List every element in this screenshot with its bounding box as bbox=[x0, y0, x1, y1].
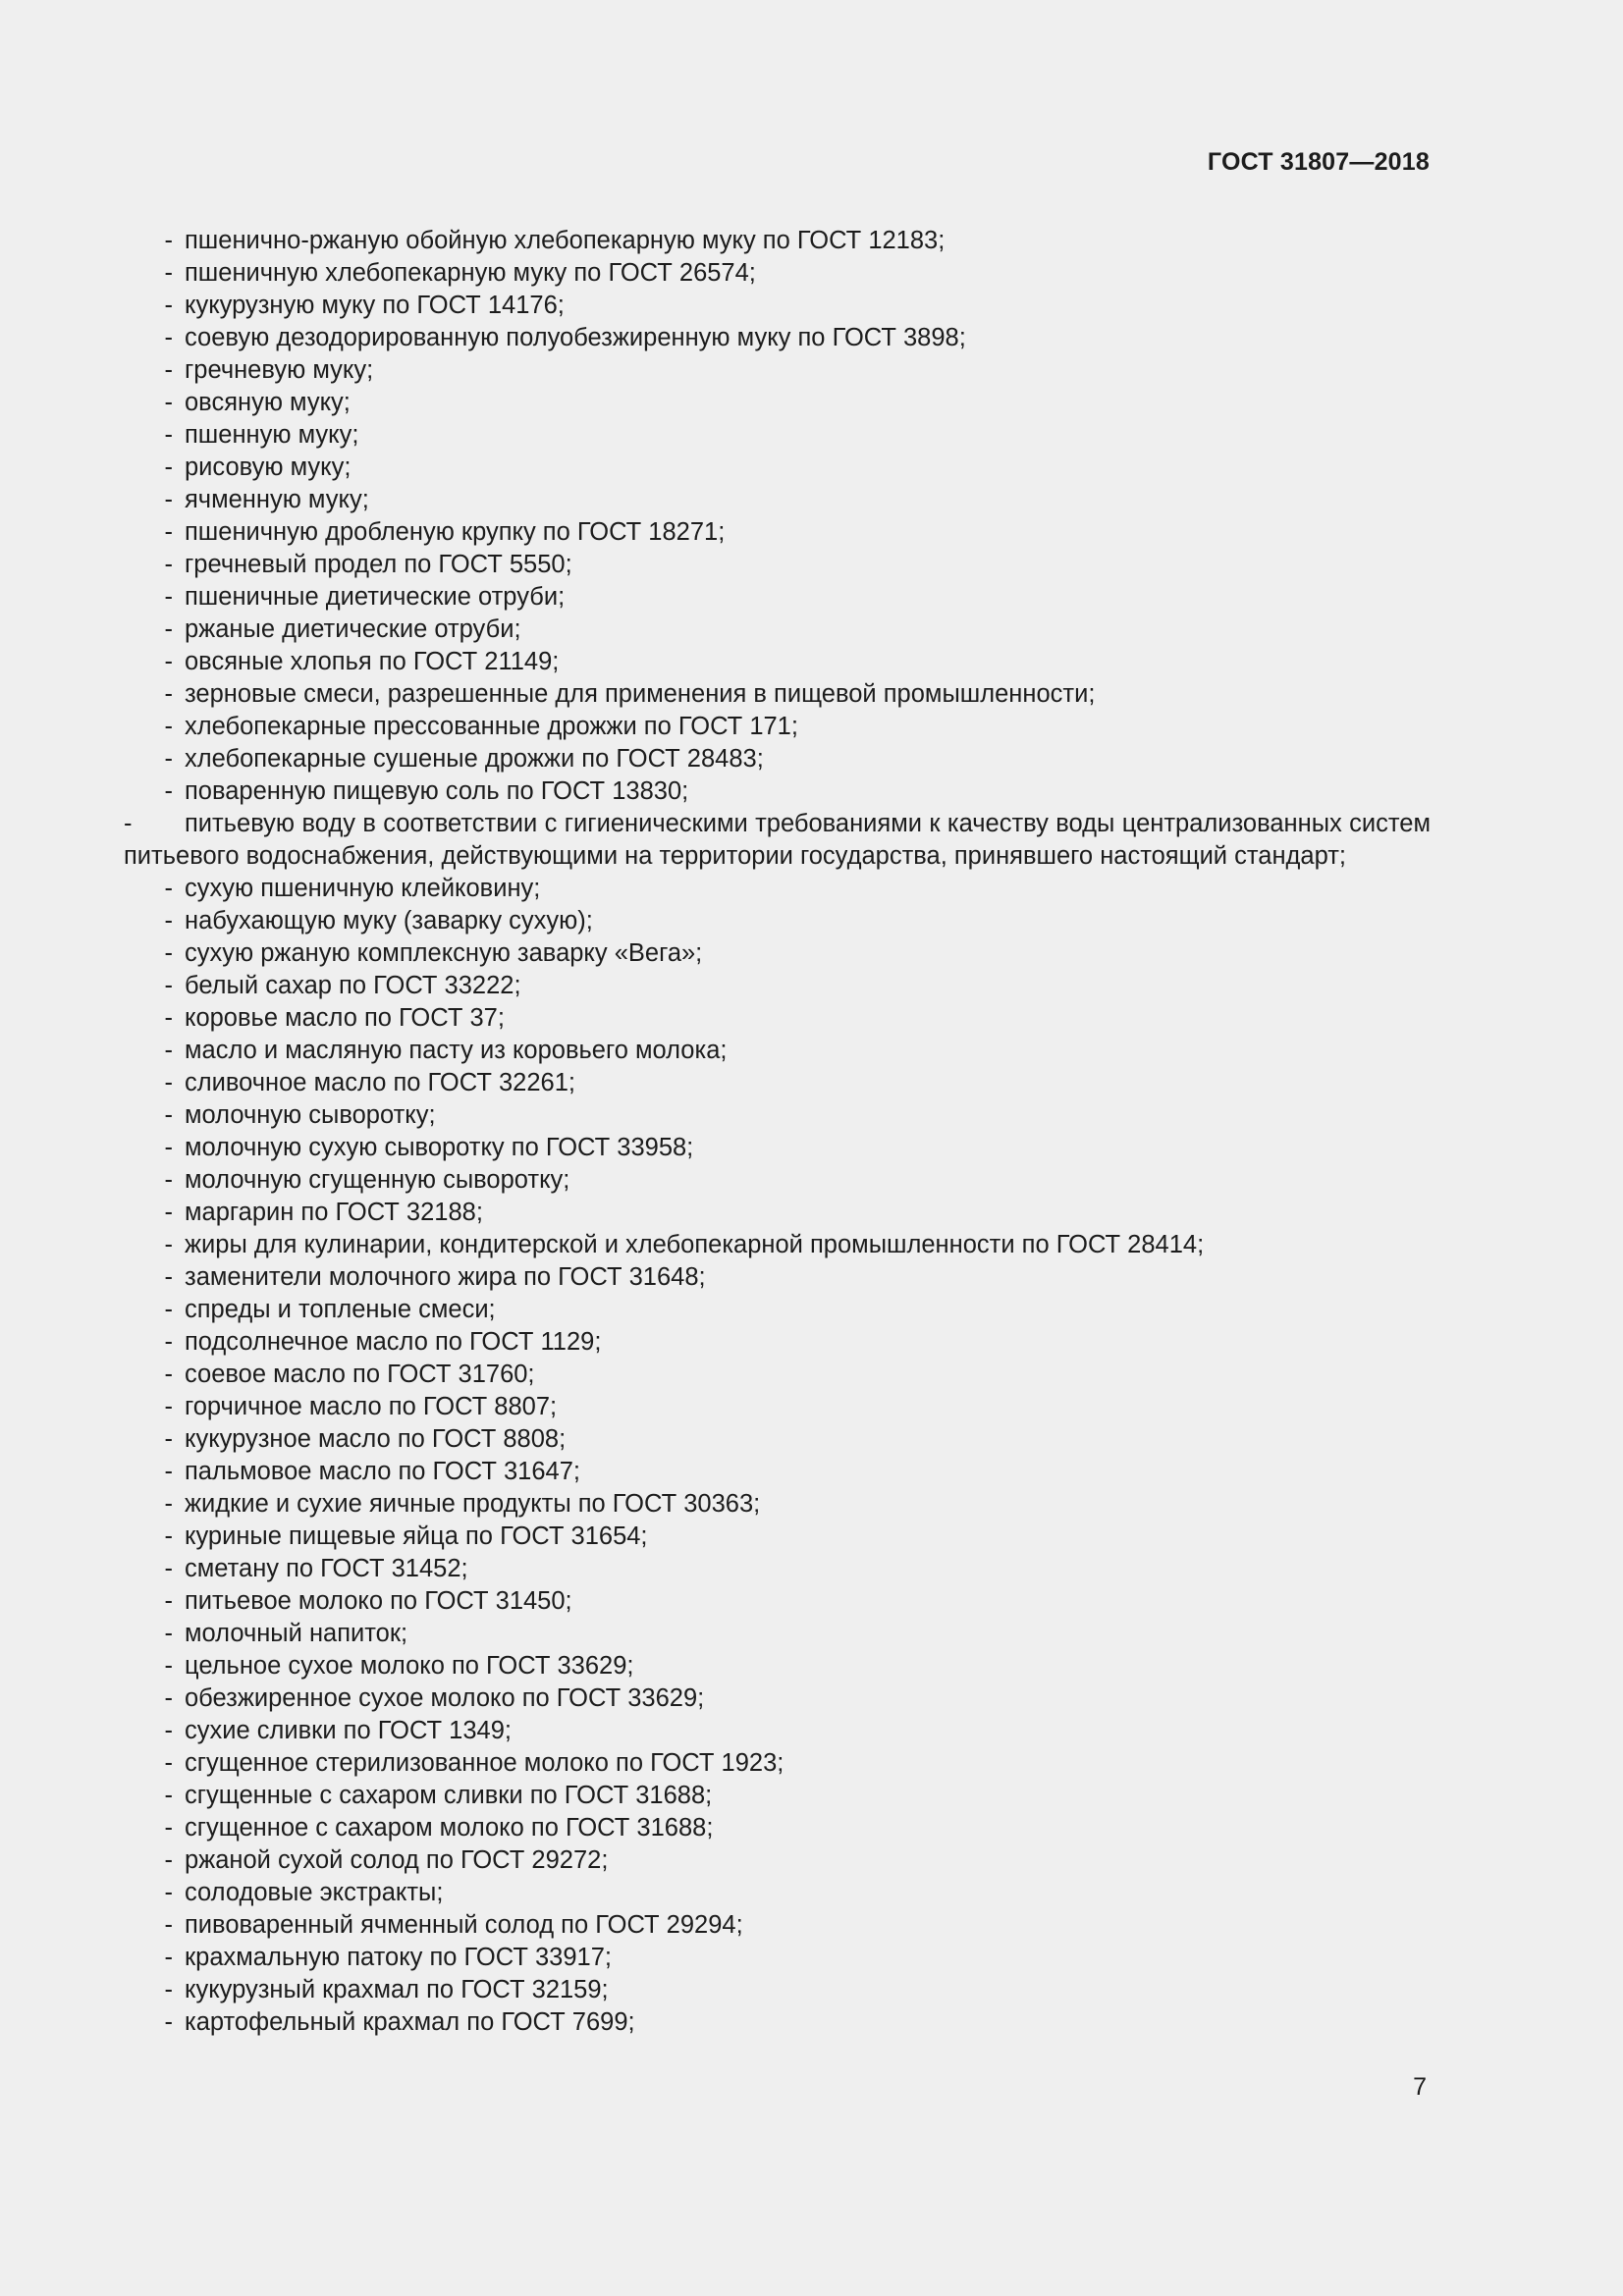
list-item bbox=[124, 257, 1431, 290]
list-item-text: молочную сыворотку; bbox=[185, 1101, 436, 1129]
list-item-text: маргарин по ГОСТ 32188; bbox=[185, 1199, 483, 1226]
list-dash: - bbox=[164, 583, 173, 611]
list-item-text: поваренную пищевую соль по ГОСТ 13830; bbox=[185, 777, 689, 805]
list-item-text: молочный напиток; bbox=[185, 1620, 408, 1647]
list-dash: - bbox=[164, 1101, 173, 1129]
list-dash: - bbox=[164, 1814, 173, 1842]
list-dash: - bbox=[164, 1555, 173, 1582]
list-item-text: сливочное масло по ГОСТ 32261; bbox=[185, 1069, 575, 1096]
list-item-text: соевое масло по ГОСТ 31760; bbox=[185, 1361, 535, 1388]
list-dash: - bbox=[164, 356, 173, 384]
list-item-text: набухающую муку (заварку сухую); bbox=[185, 907, 593, 934]
list-item-text: картофельный крахмал по ГОСТ 7699; bbox=[185, 2008, 635, 2036]
list-item-text: ржаные диетические отруби; bbox=[185, 615, 521, 643]
list-dash: - bbox=[164, 1296, 173, 1323]
list-item bbox=[124, 1294, 1431, 1326]
list-item bbox=[124, 1035, 1431, 1067]
list-item-text: зерновые смеси, разрешенные для применения в пищевой промышленности; bbox=[185, 680, 1096, 708]
list-item bbox=[124, 1359, 1431, 1391]
list-item-text: пшенично-ржаную обойную хлебопекарную муку по ГОСТ 12183; bbox=[185, 227, 946, 254]
list-item-text: соевую дезодорированную полуобезжиренную муку по ГОСТ 3898; bbox=[185, 324, 966, 351]
list-dash: - bbox=[164, 1879, 173, 1906]
list-item-text: спреды и топленые смеси; bbox=[185, 1296, 496, 1323]
list-item-text: коровье масло по ГОСТ 37; bbox=[185, 1004, 505, 1032]
list-item-text: кукурузный крахмал по ГОСТ 32159; bbox=[185, 1976, 609, 2003]
list-item-text: крахмальную патоку по ГОСТ 33917; bbox=[185, 1944, 612, 1971]
list-item bbox=[124, 2006, 1431, 2039]
list-item bbox=[124, 937, 1431, 970]
list-item bbox=[124, 1618, 1431, 1650]
list-item-text: гречневую муку; bbox=[185, 356, 374, 384]
list-item-text: сухую ржаную комплексную заварку «Вега»; bbox=[185, 939, 703, 967]
list-item bbox=[124, 1099, 1431, 1132]
list-item-text: сухие сливки по ГОСТ 1349; bbox=[185, 1717, 512, 1744]
list-item bbox=[124, 1585, 1431, 1618]
list-item-text: горчичное масло по ГОСТ 8807; bbox=[185, 1393, 558, 1420]
ingredients-list-part-2 bbox=[124, 873, 1431, 2039]
list-dash: - bbox=[164, 421, 173, 449]
list-item bbox=[124, 290, 1431, 322]
list-dash: - bbox=[164, 680, 173, 708]
list-item bbox=[124, 322, 1431, 354]
list-item bbox=[124, 1974, 1431, 2006]
list-item-text: хлебопекарные прессованные дрожжи по ГОСТ 171; bbox=[185, 713, 798, 740]
list-item-text: хлебопекарные сушеные дрожжи по ГОСТ 28483; bbox=[185, 745, 764, 773]
list-dash: - bbox=[164, 1976, 173, 2003]
page-number: 7 bbox=[1413, 2073, 1427, 2101]
list-item-text: кукурузное масло по ГОСТ 8808; bbox=[185, 1425, 567, 1453]
list-item-text: куриные пищевые яйца по ГОСТ 31654; bbox=[185, 1522, 648, 1550]
list-dash: - bbox=[164, 1134, 173, 1161]
list-item-text: пшеничные диетические отруби; bbox=[185, 583, 566, 611]
list-item bbox=[124, 775, 1431, 808]
list-dash: - bbox=[164, 1231, 173, 1258]
list-dash: - bbox=[124, 810, 133, 837]
list-item-text: ржаной сухой солод по ГОСТ 29272; bbox=[185, 1846, 609, 1874]
list-item-text: молочную сухую сыворотку по ГОСТ 33958; bbox=[185, 1134, 694, 1161]
list-item bbox=[124, 1521, 1431, 1553]
list-item-text: обезжиренное сухое молоко по ГОСТ 33629; bbox=[185, 1684, 705, 1712]
list-dash: - bbox=[164, 2008, 173, 2036]
list-item bbox=[124, 1780, 1431, 1812]
list-item bbox=[124, 1067, 1431, 1099]
list-item-text: сметану по ГОСТ 31452; bbox=[185, 1555, 468, 1582]
list-item bbox=[124, 516, 1431, 549]
list-dash: - bbox=[164, 875, 173, 902]
list-item bbox=[124, 1423, 1431, 1456]
list-item-text: подсолнечное масло по ГОСТ 1129; bbox=[185, 1328, 602, 1356]
list-item bbox=[124, 1229, 1431, 1261]
list-item-text: пшеничную дробленую крупку по ГОСТ 18271; bbox=[185, 518, 726, 546]
list-dash: - bbox=[164, 1782, 173, 1809]
list-item bbox=[124, 419, 1431, 452]
list-item-text: гречневый продел по ГОСТ 5550; bbox=[185, 551, 572, 578]
list-item-drinking-water bbox=[124, 808, 1431, 873]
list-dash: - bbox=[164, 1199, 173, 1226]
list-dash: - bbox=[164, 1490, 173, 1518]
list-item-text: пальмовое масло по ГОСТ 31647; bbox=[185, 1458, 580, 1485]
list-dash: - bbox=[164, 551, 173, 578]
list-dash: - bbox=[164, 1944, 173, 1971]
list-dash: - bbox=[164, 1911, 173, 1939]
list-dash: - bbox=[164, 1393, 173, 1420]
list-dash: - bbox=[164, 1037, 173, 1064]
list-item-text: пшеничную хлебопекарную муку по ГОСТ 26574; bbox=[185, 259, 756, 287]
list-item bbox=[124, 1682, 1431, 1715]
list-item bbox=[124, 678, 1431, 711]
list-item-text: сгущенные с сахаром сливки по ГОСТ 31688; bbox=[185, 1782, 713, 1809]
list-dash: - bbox=[164, 292, 173, 319]
list-item-text: овсяную муку; bbox=[185, 389, 351, 416]
list-item bbox=[124, 1391, 1431, 1423]
list-item bbox=[124, 1553, 1431, 1585]
list-dash: - bbox=[164, 1620, 173, 1647]
list-item-text: кукурузную муку по ГОСТ 14176; bbox=[185, 292, 565, 319]
list-item bbox=[124, 1456, 1431, 1488]
list-dash: - bbox=[164, 1587, 173, 1615]
list-item bbox=[124, 873, 1431, 905]
list-item-text: сгущенное стерилизованное молоко по ГОСТ 1923; bbox=[185, 1749, 784, 1777]
list-item-text: белый сахар по ГОСТ 33222; bbox=[185, 972, 521, 999]
list-item bbox=[124, 1164, 1431, 1197]
list-item-text: сгущенное с сахаром молоко по ГОСТ 31688; bbox=[185, 1814, 714, 1842]
list-item bbox=[124, 711, 1431, 743]
list-item bbox=[124, 549, 1431, 581]
list-item bbox=[124, 970, 1431, 1002]
list-dash: - bbox=[164, 1425, 173, 1453]
list-dash: - bbox=[164, 1328, 173, 1356]
list-dash: - bbox=[164, 227, 173, 254]
list-dash: - bbox=[164, 648, 173, 675]
list-item bbox=[124, 1132, 1431, 1164]
list-dash: - bbox=[164, 259, 173, 287]
list-item-text: молочную сгущенную сыворотку; bbox=[185, 1166, 570, 1194]
list-item bbox=[124, 1812, 1431, 1844]
list-dash: - bbox=[164, 1717, 173, 1744]
list-item bbox=[124, 1326, 1431, 1359]
list-dash: - bbox=[164, 1361, 173, 1388]
list-item-text: рисовую муку; bbox=[185, 454, 352, 481]
list-dash: - bbox=[164, 907, 173, 934]
list-item bbox=[124, 1261, 1431, 1294]
list-item bbox=[124, 743, 1431, 775]
list-item-text: жидкие и сухие яичные продукты по ГОСТ 30363; bbox=[185, 1490, 761, 1518]
list-dash: - bbox=[164, 1652, 173, 1680]
list-item-text: жиры для кулинарии, кондитерской и хлебопекарной промышленности по ГОСТ 28414; bbox=[185, 1231, 1205, 1258]
list-item bbox=[124, 354, 1431, 387]
list-dash: - bbox=[164, 972, 173, 999]
list-dash: - bbox=[164, 1522, 173, 1550]
list-item-text: солодовые экстракты; bbox=[185, 1879, 444, 1906]
list-item bbox=[124, 1844, 1431, 1877]
list-item-text: пшенную муку; bbox=[185, 421, 359, 449]
list-item bbox=[124, 1002, 1431, 1035]
list-item bbox=[124, 484, 1431, 516]
list-item-text: питьевую воду в соответствии с гигиеническими требованиями к качеству воды централизованных систем питьевого водоснабжения, действующими на территории государства, принявшего настоящий стандарт; bbox=[124, 810, 1431, 870]
list-item bbox=[124, 646, 1431, 678]
list-item-text: ячменную муку; bbox=[185, 486, 369, 513]
list-dash: - bbox=[164, 615, 173, 643]
list-item bbox=[124, 225, 1431, 257]
list-dash: - bbox=[164, 1846, 173, 1874]
list-dash: - bbox=[164, 1069, 173, 1096]
list-item-text: овсяные хлопья по ГОСТ 21149; bbox=[185, 648, 560, 675]
list-dash: - bbox=[164, 389, 173, 416]
list-item bbox=[124, 1715, 1431, 1747]
list-dash: - bbox=[164, 745, 173, 773]
list-dash: - bbox=[164, 1458, 173, 1485]
list-item-text: питьевое молоко по ГОСТ 31450; bbox=[185, 1587, 572, 1615]
list-item bbox=[124, 1877, 1431, 1909]
list-dash: - bbox=[164, 1749, 173, 1777]
list-item bbox=[124, 581, 1431, 614]
list-dash: - bbox=[164, 777, 173, 805]
list-dash: - bbox=[164, 713, 173, 740]
list-item-text: заменители молочного жира по ГОСТ 31648; bbox=[185, 1263, 706, 1291]
list-dash: - bbox=[164, 1263, 173, 1291]
list-item bbox=[124, 1942, 1431, 1974]
list-dash: - bbox=[164, 1004, 173, 1032]
list-dash: - bbox=[164, 518, 173, 546]
ingredients-list bbox=[124, 225, 1431, 2039]
list-item bbox=[124, 614, 1431, 646]
list-item bbox=[124, 1909, 1431, 1942]
list-item bbox=[124, 452, 1431, 484]
list-dash: - bbox=[164, 454, 173, 481]
list-item-text: масло и масляную пасту из коровьего молока; bbox=[185, 1037, 728, 1064]
list-item bbox=[124, 1197, 1431, 1229]
list-item bbox=[124, 905, 1431, 937]
list-item-text: пивоваренный ячменный солод по ГОСТ 29294; bbox=[185, 1911, 743, 1939]
list-item bbox=[124, 1488, 1431, 1521]
document-code-header: ГОСТ 31807—2018 bbox=[1207, 148, 1430, 176]
list-dash: - bbox=[164, 1684, 173, 1712]
list-item bbox=[124, 1650, 1431, 1682]
list-item-text: сухую пшеничную клейковину; bbox=[185, 875, 541, 902]
list-dash: - bbox=[164, 939, 173, 967]
list-item bbox=[124, 1747, 1431, 1780]
list-item-text: цельное сухое молоко по ГОСТ 33629; bbox=[185, 1652, 634, 1680]
ingredients-list-part-1 bbox=[124, 225, 1431, 808]
list-dash: - bbox=[164, 486, 173, 513]
list-dash: - bbox=[164, 1166, 173, 1194]
list-item bbox=[124, 387, 1431, 419]
list-dash: - bbox=[164, 324, 173, 351]
